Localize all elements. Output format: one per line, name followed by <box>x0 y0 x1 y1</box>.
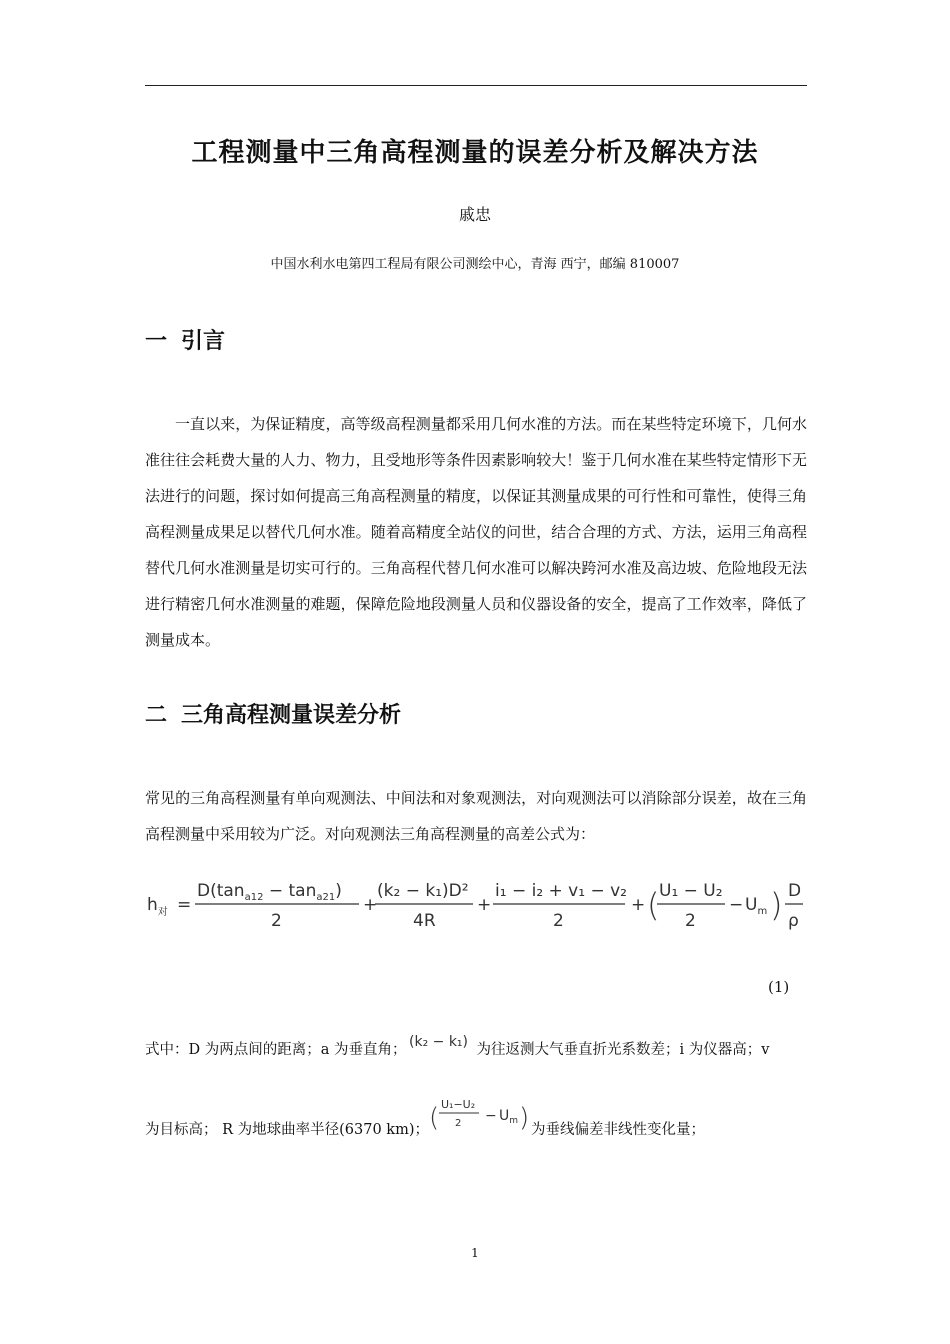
term4-numerator: U₁ − U₂ <box>659 881 723 901</box>
term3-denominator: 2 <box>553 911 564 931</box>
author-name: 戚忠 <box>458 205 491 224</box>
explanation-text: 式中：D 为两点间的距离；a 为垂直角； <box>145 1042 407 1058</box>
svg-text:U₁−U₂: U₁−U₂ <box>441 1098 476 1111</box>
section-number: 一 <box>145 329 168 354</box>
plus-sign: + <box>631 895 646 915</box>
term5-numerator: D <box>788 881 802 901</box>
svg-text:(k₂ − k₁): (k₂ − k₁) <box>408 1034 468 1050</box>
svg-text:2: 2 <box>455 1118 462 1129</box>
paper-title: 工程测量中三角高程测量的误差分析及解决方法 <box>191 138 759 168</box>
explanation-text: 为垂线偏差非线性变化量； <box>531 1122 705 1138</box>
term4-denominator: 2 <box>685 911 696 931</box>
term1-denominator: 2 <box>271 911 282 931</box>
term5-denominator: ρ <box>788 911 799 931</box>
plus-sign: + <box>363 895 378 915</box>
page-number: 1 <box>471 1246 479 1260</box>
header-rule <box>145 85 807 86</box>
section-heading-intro <box>145 324 225 355</box>
term2-denominator: 4R <box>413 911 436 931</box>
height-difference-formula <box>145 872 815 936</box>
plus-sign: + <box>477 895 492 915</box>
term1-numerator: $D(\tan_{a12} - \tan_{a21})$ <box>197 881 342 903</box>
inline-formula-k-difference <box>407 1030 477 1056</box>
close-paren: ) <box>770 886 783 924</box>
affiliation: 中国水利水电第四工程局有限公司测绘中心，青海 西宁，邮编 810007 <box>270 257 680 272</box>
intro-paragraph: 一直以来，为保证精度，高等级高程测量都采用几何水准的方法。而在某些特定环境下，几何水准往往会耗费大量的人力、物力，且受地形等条件因素影响较大！鉴于几何水准在某些特定情形下无法进行的问题，探讨如何提高三角高程测量的精度，以保证其测量成果的可行性和可靠性，使得三角高程测量成果足以替代几何水准。随着高精度全站仪的问世，结合合理的方式、方法，运用三角高程替代几何水准测量是切实可行的。三角高程代替几何水准可以解决跨河水准及高边坡、危险地段无法进行精密几何水准测量的难题，保障危险地段测量人员和仪器设备的安全，提高了工作效率，降低了测量成本。 <box>145 415 807 649</box>
term3-numerator: i₁ − i₂ + v₁ − v₂ <box>495 881 627 901</box>
um-term: $U_m$ <box>745 895 768 917</box>
explanation-line-2 <box>145 1098 705 1140</box>
section-number: 二 <box>145 703 168 728</box>
explanation-text: 为往返测大气垂直折光系数差；i 为仪器高；v <box>476 1042 770 1058</box>
formula-lhs: $h_对$ <box>147 895 168 918</box>
explanation-line-1 <box>145 1034 770 1059</box>
explanation-text: 为目标高； R 为地球曲率半径(6370 km)； <box>145 1122 429 1138</box>
open-paren: ( <box>647 886 660 924</box>
section-title: 引言 <box>181 329 226 354</box>
equals-sign: = <box>177 895 192 915</box>
inline-formula-u-term <box>429 1094 531 1140</box>
svg-text:Um: $U_m$ <box>499 1108 519 1126</box>
error-analysis-paragraph: 常见的三角高程测量有单向观测法、中间法和对象观测法，对向观测法可以消除部分误差，故在三角高程测量中采用较为广泛。对向观测法三角高程测量的高差公式为： <box>145 789 807 843</box>
svg-text:−: − <box>485 1108 497 1124</box>
svg-text:(: ( <box>429 1103 440 1133</box>
minus-sign: − <box>729 895 744 915</box>
equation-number: (1) <box>768 978 790 996</box>
section-title: 三角高程测量误差分析 <box>181 703 402 728</box>
section-heading-error-analysis <box>145 698 401 729</box>
svg-text:): ) <box>519 1103 530 1133</box>
term2-numerator: (k₂ − k₁)D² <box>377 881 469 901</box>
